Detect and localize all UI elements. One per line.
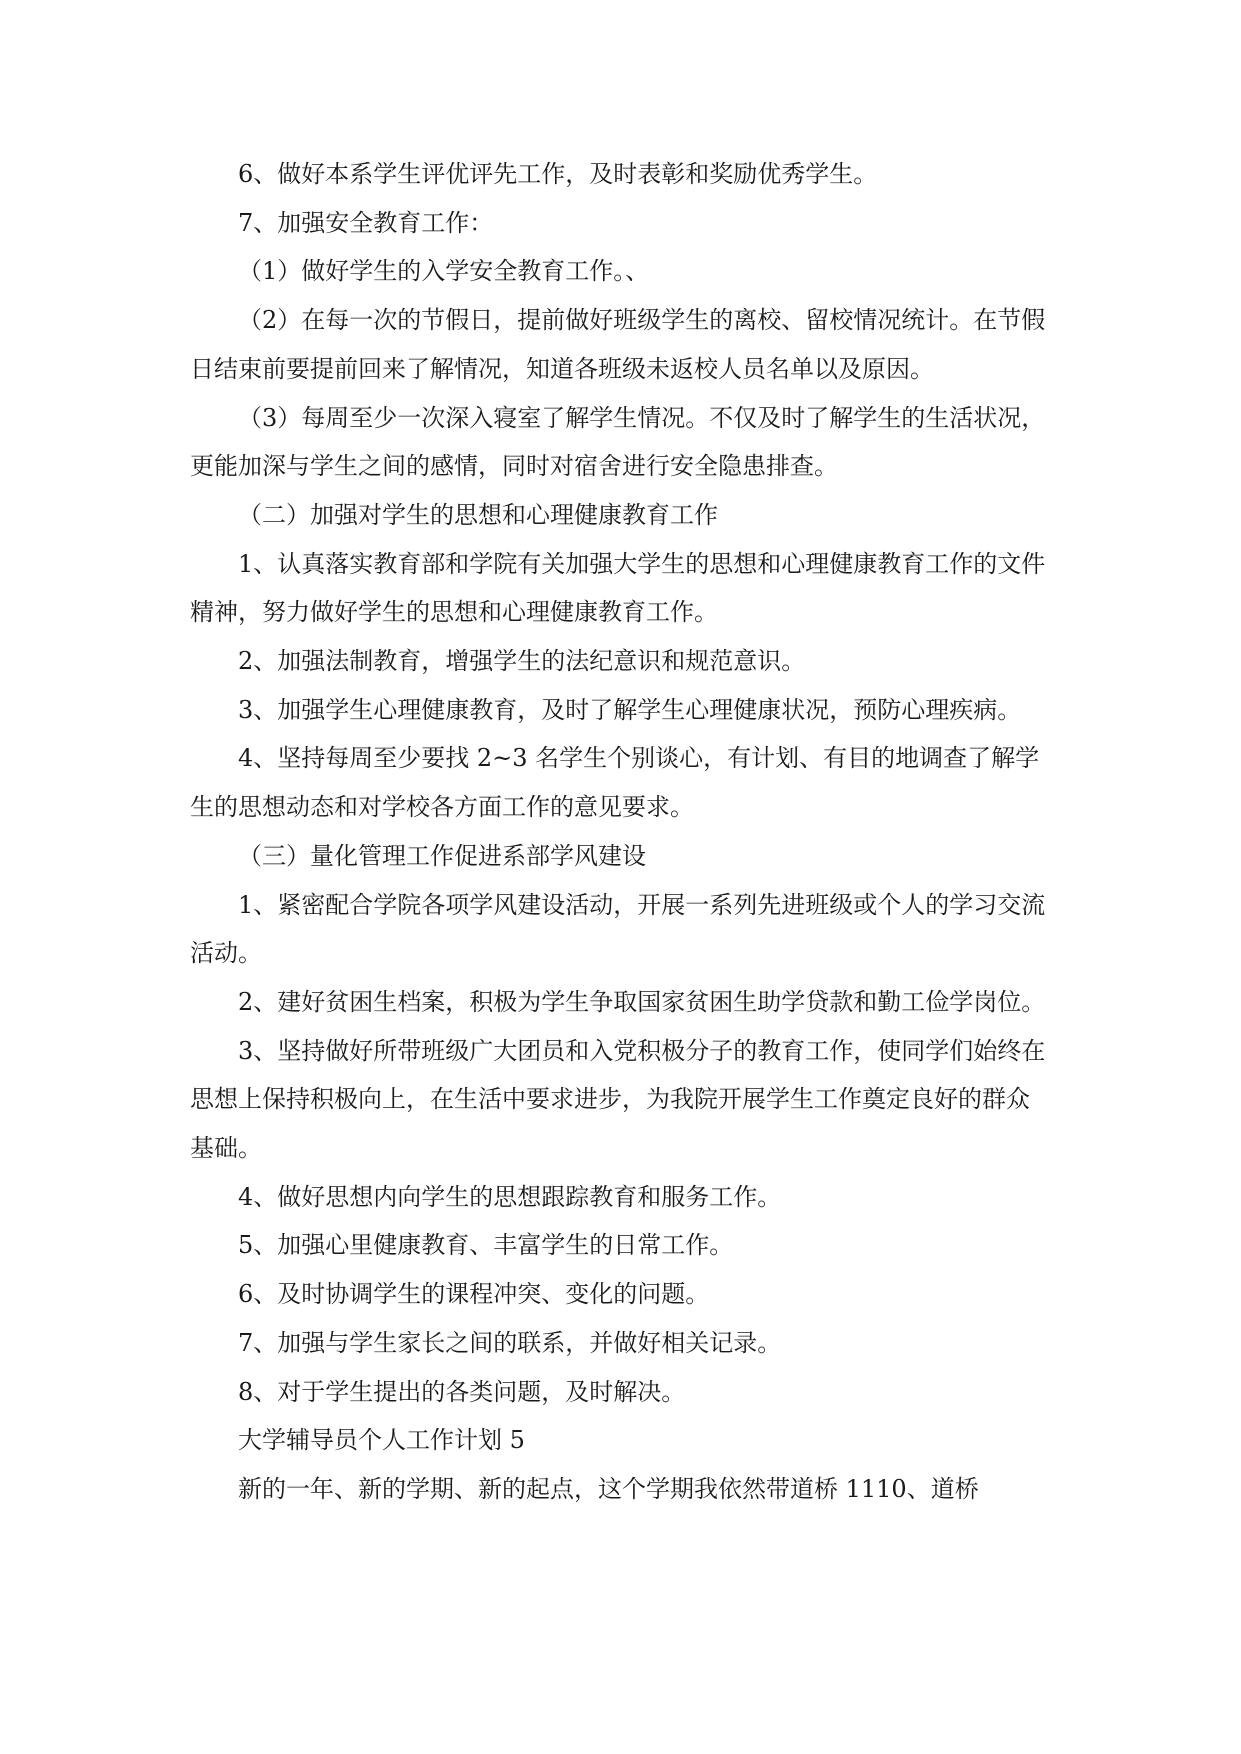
paragraph-study-style-3: 3、坚持做好所带班级广大团员和入党积极分子的教育工作，使同学们始终在思想上保持积极向上，在生活中要求进步，为我院开展学生工作奠定良好的群众基础。 <box>190 1036 1046 1163</box>
section-heading-2-mental-health: （二）加强对学生的思想和心理健康教育工作 <box>238 500 718 529</box>
paragraph-item-7-safety-education: 7、加强安全教育工作： <box>238 208 494 237</box>
paragraph-sub-1-enrollment-safety: （1）做好学生的入学安全教育工作。、 <box>238 257 650 286</box>
paragraph-new-semester: 新的一年、新的学期、新的起点，这个学期我依然带道桥 1110、道桥 <box>238 1474 979 1503</box>
paragraph-mental-health-4: 4、坚持每周至少要找 2~3 名学生个别谈心，有计划、有目的地调查了解学生的思想动态和对学校各方面工作的意见要求。 <box>190 744 1040 822</box>
paragraph-study-style-5: 5、加强心里健康教育、丰富学生的日常工作。 <box>238 1231 734 1260</box>
paragraph-mental-health-1: 1、认真落实教育部和学院有关加强大学生的思想和心理健康教育工作的文件精神，努力做好学生的思想和心理健康教育工作。 <box>190 549 1046 627</box>
paragraph-study-style-6: 6、及时协调学生的课程冲突、变化的问题。 <box>238 1280 710 1309</box>
paragraph-item-6-commendation: 6、做好本系学生评优评先工作，及时表彰和奖励优秀学生。 <box>238 160 878 188</box>
section-heading-3-study-style: （三）量化管理工作促进系部学风建设 <box>238 841 646 870</box>
paragraph-study-style-2: 2、建好贫困生档案，积极为学生争取国家贫困生助学贷款和勤工俭学岗位。 <box>238 987 1046 1016</box>
paragraph-mental-health-2: 2、加强法制教育，增强学生的法纪意识和规范意识。 <box>238 647 806 676</box>
paragraph-mental-health-3: 3、加强学生心理健康教育，及时了解学生心理健康状况，预防心理疾病。 <box>238 695 1022 724</box>
paragraph-study-style-7: 7、加强与学生家长之间的联系，并做好相关记录。 <box>238 1328 782 1357</box>
paragraph-sub-3-dorm-visits: （3）每周至少一次深入寝室了解学生情况。不仅及时了解学生的生活状况，更能加深与学生之间的感情，同时对宿舍进行安全隐患排查。 <box>190 403 1046 481</box>
document-body <box>190 150 1050 1514</box>
document-subtitle-plan-5: 大学辅导员个人工作计划 5 <box>238 1426 525 1455</box>
paragraph-study-style-4: 4、做好思想内向学生的思想跟踪教育和服务工作。 <box>238 1182 782 1211</box>
paragraph-sub-2-holidays: （2）在每一次的节假日，提前做好班级学生的离校、留校情况统计。在节假日结束前要提前回来了解情况，知道各班级未返校人员名单以及原因。 <box>190 306 1046 383</box>
paragraph-study-style-1: 1、紧密配合学院各项学风建设活动，开展一系列先进班级或个人的学习交流活动。 <box>190 890 1046 968</box>
paragraph-study-style-8: 8、对于学生提出的各类问题，及时解决。 <box>238 1377 686 1406</box>
